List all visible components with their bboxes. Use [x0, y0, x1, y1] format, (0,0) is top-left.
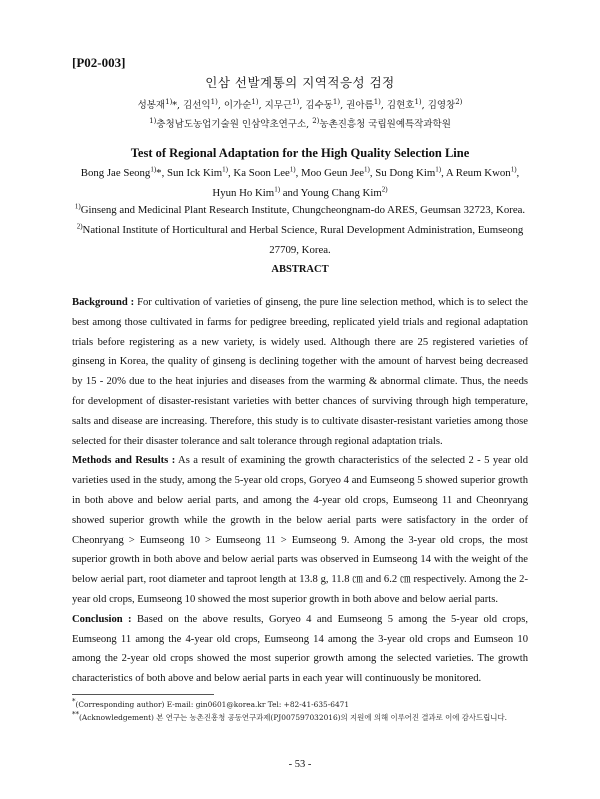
conclusion-paragraph — [72, 610, 528, 689]
background-text: For cultivation of varieties of ginseng, the pure line selection method, which is to select the best among those cultivated in farms for pedigree breeding, replicated yield trials and regional adaptation trials before registering as a new variety, is widely used. Although there are 25 registered varieties of ginseng in Korea, the quality of ginseng is declining together with the amount of harvest being decreased by 15 - 20% due to the heat injuries and diseases from the warming & abnormal climate. Thus, the needs for development of disaster-resistant varieties with better chances of surviving through high temperature, salts and disease are increasing. Therefore, this study is to cultivate disaster-resistant varieties among those selected for their disaster tolerance and salt tolerance through regional adaptation trials. — [72, 297, 528, 447]
methods-label: Methods and Results : — [72, 455, 176, 467]
methods-paragraph — [72, 451, 528, 609]
korean-title: 인삼 선발계통의 지역적응성 검정 — [205, 75, 395, 90]
korean-affiliations: $^{1)}$충청남도농업기술원 인삼약초연구소, $^{2)}$농촌진흥청 국립원예특작과학원 — [149, 116, 451, 130]
english-authors: Bong Jae Seong$^{1)}$*, Sun Ick Kim$^{1)}$, Ka Soon Lee$^{1)}$, Moo Geun Jee$^{1)}$, Su Dong Kim$^{1)}$, A Reum Kwon$^{1)}$, Hyun Ho Kim$^{1)}$ and Young Chang Kim$^{2)}$ — [80, 165, 520, 199]
korean-author: 지무근 — [264, 100, 293, 111]
background-label: Background : — [72, 297, 135, 308]
page-number: - 53 - — [288, 759, 312, 770]
english-author: Sun Ick Kim — [166, 167, 223, 179]
english-author: Su Dong Kim — [375, 167, 436, 179]
abstract-heading: ABSTRACT — [271, 264, 329, 275]
korean-author: 이가순 — [223, 100, 252, 111]
footnote-acknowledgement: **(Acknowledgement) 본 연구는 농촌진흥청 공동연구과제(PJ007597032016)의 지원에 의해 이루어진 결과로 이에 감사드립니다. — [72, 710, 507, 722]
conclusion-label: Conclusion : — [72, 613, 132, 625]
english-author: Hyun Ho Kim — [212, 187, 275, 199]
english-affiliation-1: Ginseng and Medicinal Plant Research Institute, Chungcheongnam-do ARES, Geumsan 32723, Korea. — [80, 204, 526, 216]
conclusion-text: Based on the above results, Goryeo 4 and Eumseong 5 among the 5-year old crops, Eumseong 11 among the 4-year old crops, Eumseong 14 among the 3-year old crops and Eumseon 10 among the 2-year old crops showed the most superior growth among the selected varieties. The growth characteristics of both above and below aerial parts in each year will continuously be monitored. — [72, 613, 528, 685]
abstract-body — [72, 293, 528, 689]
poster-code: [P02-003] — [72, 55, 126, 70]
english-affiliation-2: National Institute of Horticultural and Herbal Science, Rural Development Administration, Eumseong 27709, Korea. — [82, 224, 524, 256]
footnote-divider — [72, 694, 214, 695]
korean-author: 권아름 — [346, 100, 374, 111]
english-affiliations: $^{1)}$Ginseng and Medicinal Plant Research Institute, Chungcheongnam-do ARES, Geumsan 32723, Korea. $^{2)}$National Institute of Horticultural and Herbal Science, Rural Development Administration, Eumseong 27709, Korea. — [74, 202, 526, 256]
methods-text: As a result of examining the growth characteristics of the selected 2 - 5 year old varieties used in the study, among the 5-year old crops, Goryeo 4 and Eumseong 5 showed superior growth in both above and below aerial parts, and among the 4-year old crops, Eumseong 11 and Cheonryang showed superior growth while the growth in the below aerial parts were satisfactory in the order of Cheonryang > Eumseong 10 > Eumseong 11 > Eumseong 9. Among the 3-year old crops, the most superior growth in both above and below aerial parts was observed in Eumseong 14 with the weight of the below aerial part, root diameter and taproot length at 13.8 g, 11.8 ㎝ and 6.2 ㎝ respectively. Among the 2-year old crops, Eumseong 10 showed the most superior growth in both above and below aerial parts. — [72, 455, 528, 605]
korean-affiliation-1: 충청남도농업기술원 인삼약초연구소, — [156, 119, 310, 130]
korean-authors: 성봉재$^{1)}$*, 김선익$^{1)}$, 이가순$^{1)}$, 지무근$^{1)}$, 김수동$^{1)}$, 권아름$^{1)}$, 김현호$^{1)}$, 김영창$^{2)}$ — [137, 97, 463, 111]
english-title: Test of Regional Adaptation for the High Quality Selection Line — [130, 146, 470, 160]
english-author: Ka Soon Lee — [233, 167, 290, 179]
korean-author: 성봉재 — [137, 100, 166, 111]
footnote-corresponding: *(Corresponding author) E-mail: gin0601@korea.kr Tel: +82-41-635-6471 — [72, 697, 350, 709]
korean-author: 김영창 — [427, 100, 456, 111]
korean-affiliation-2: 농촌진흥청 국립원예특작과학원 — [319, 119, 451, 130]
korean-author: 김수동 — [305, 100, 333, 111]
english-author: Moo Geun Jee — [301, 167, 364, 179]
acknowledgement-text: (Acknowledgement) 본 연구는 농촌진흥청 공동연구과제(PJ007597032016)의 지원에 의해 이루어진 결과로 이에 감사드립니다. — [79, 713, 507, 722]
english-author: Young Chang Kim — [300, 187, 382, 199]
english-author: A Reum Kwon — [445, 167, 511, 179]
background-paragraph — [72, 293, 528, 451]
korean-author: 김선익 — [183, 100, 211, 111]
korean-author: 김현호 — [386, 100, 415, 111]
corresponding-text: (Corresponding author) E-mail: gin0601@korea.kr Tel: +82-41-635-6471 — [75, 700, 350, 709]
english-author: Bong Jae Seong — [80, 167, 151, 179]
